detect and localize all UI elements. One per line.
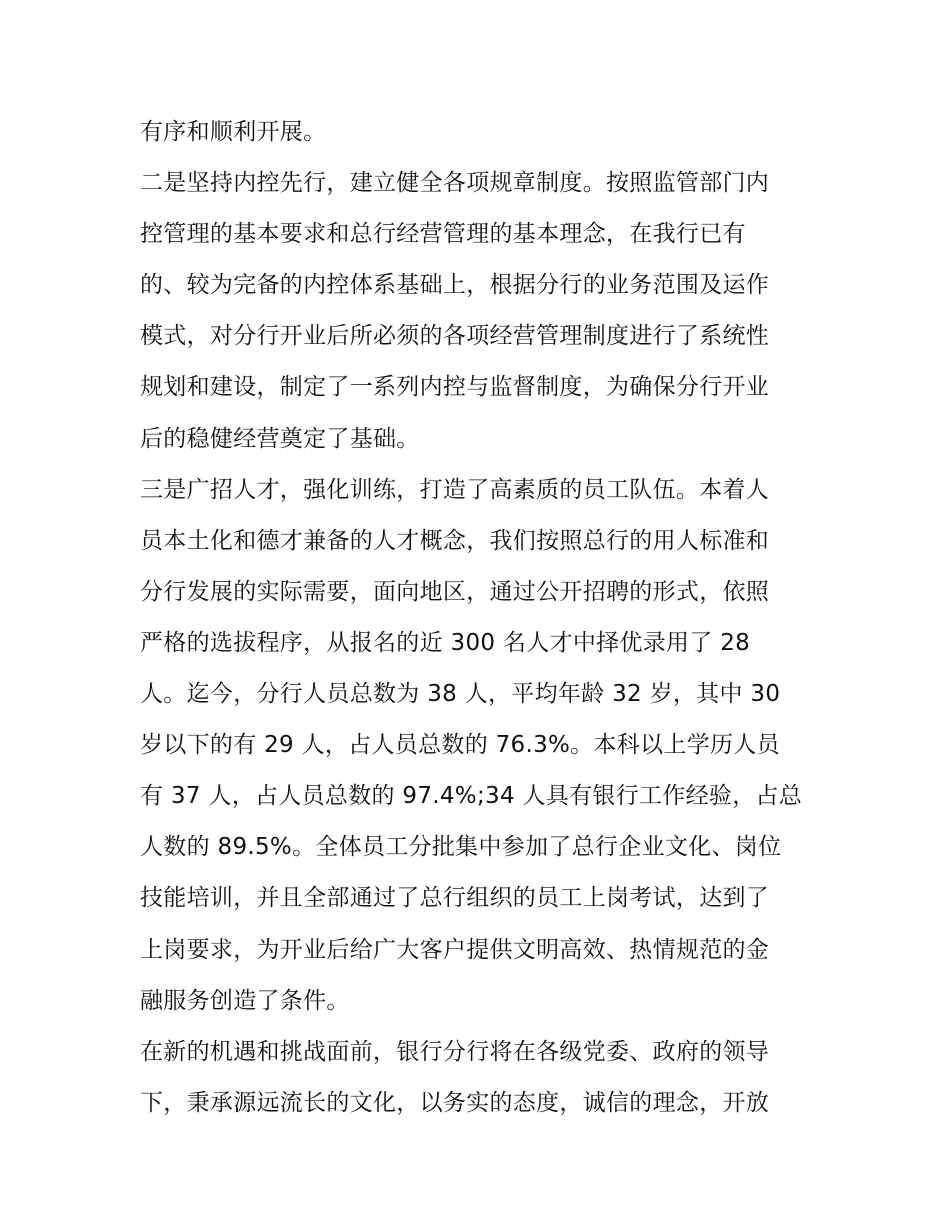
text-line: 人数的 89.5%。全体员工分批集中参加了总行企业文化、岗位 — [140, 834, 782, 861]
text-line: 融服务创造了条件。 — [140, 987, 350, 1014]
text-line: 在新的机遇和挑战面前，银行分行将在各级党委、政府的领导 — [140, 1038, 770, 1065]
text-line: 上岗要求，为开业后给广大客户提供文明高效、热情规范的金 — [140, 936, 770, 963]
text-line: 二是坚持内控先行，建立健全各项规章制度。按照监管部门内 — [140, 170, 770, 197]
text-line: 模式，对分行开业后所必须的各项经营管理制度进行了系统性 — [140, 323, 770, 350]
text-line: 分行发展的实际需要，面向地区，通过公开招聘的形式，依照 — [140, 578, 770, 605]
text-line: 后的稳健经营奠定了基础。 — [140, 425, 420, 452]
text-line: 有序和顺利开展。 — [140, 119, 327, 145]
text-line: 三是广招人才，强化训练，打造了高素质的员工队伍。本着人 — [140, 476, 770, 503]
text-line: 严格的选拔程序，从报名的近 300 名人才中择优录用了 28 — [140, 629, 751, 656]
text-line: 有 37 人，占人员总数的 97.4%;34 人具有银行工作经验，占总 — [140, 783, 803, 810]
text-line: 下，秉承源远流长的文化，以务实的态度，诚信的理念，开放 — [140, 1089, 770, 1116]
text-line: 员本土化和德才兼备的人才概念，我们按照总行的用人标准和 — [140, 527, 770, 554]
text-line: 人。迄今，分行人员总数为 38 人，平均年龄 32 岁，其中 30 — [140, 681, 781, 708]
text-line: 的、较为完备的内控体系基础上，根据分行的业务范围及运作 — [140, 272, 770, 299]
text-line: 规划和建设，制定了一系列内控与监督制度，为确保分行开业 — [140, 374, 770, 401]
text-line: 岁以下的有 29 人，占人员总数的 76.3%。本科以上学历人员 — [140, 732, 780, 759]
document-body — [140, 107, 840, 1129]
text-line: 技能培训，并且全部通过了总行组织的员工上岗考试，达到了 — [140, 885, 770, 912]
text-line: 控管理的基本要求和总行经营管理的基本理念，在我行已有 — [140, 221, 746, 248]
